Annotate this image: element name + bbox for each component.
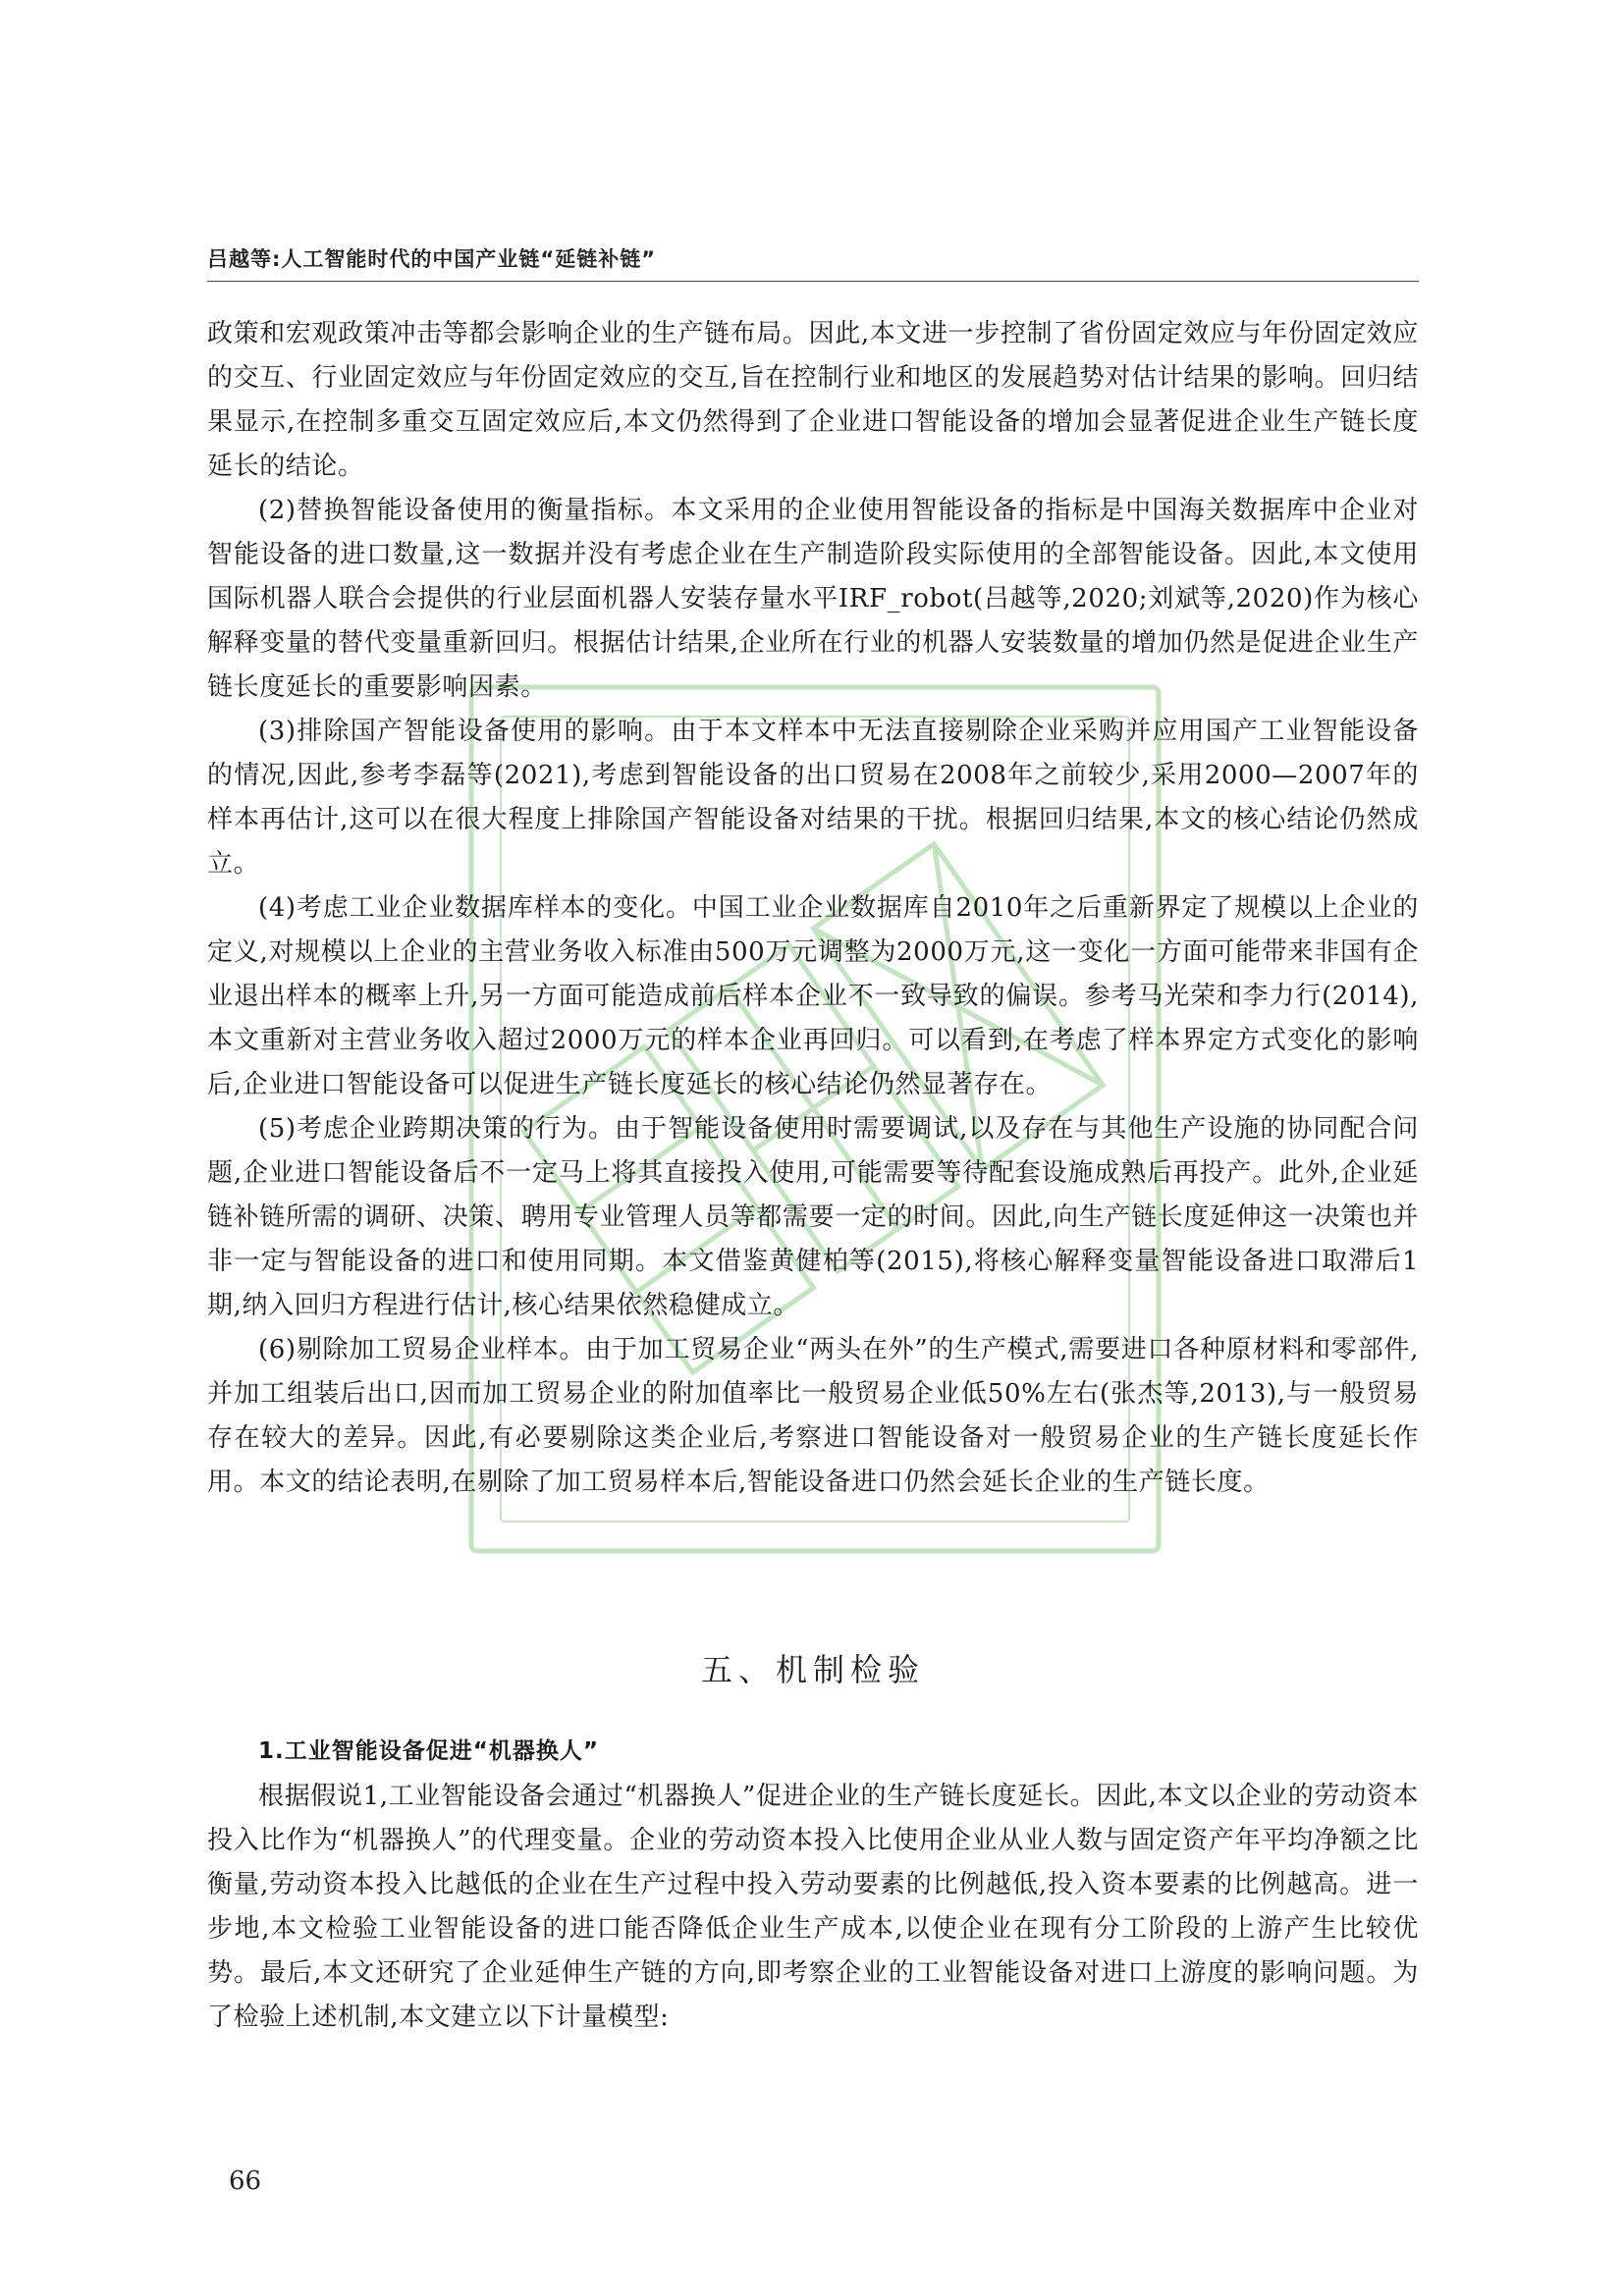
- page-number: 66: [229, 2166, 262, 2196]
- paragraph-robustness-3: (3)排除国产智能设备使用的影响。由于本文样本中无法直接剔除企业采购并应用国产工业智能设备的情况,因此,参考李磊等(2021),考虑到智能设备的出口贸易在2008年之前较少,采用2000—2007年的样本再估计,这可以在很大程度上排除国产智能设备对结果的干扰。根据回归结果,本文的核心结论仍然成立。: [207, 717, 1419, 879]
- section-heading: 五、机制检验: [700, 1651, 925, 1688]
- body-text-top: [207, 312, 1419, 1505]
- paragraph-robustness-2: (2)替换智能设备使用的衡量指标。本文采用的企业使用智能设备的指标是中国海关数据库中企业对智能设备的进口数量,这一数据并没有考虑企业在生产制造阶段实际使用的全部智能设备。因此,本文使用国际机器人联合会提供的行业层面机器人安装存量水平IRF_robot(吕越等,2020;刘斌等,2020)作为核心解释变量的替代变量重新回归。根据估计结果,企业所在行业的机器人安装数量的增加仍然是促进企业生产链长度延长的重要影响因素。: [207, 496, 1419, 702]
- paragraph-continuation: 政策和宏观政策冲击等都会影响企业的生产链布局。因此,本文进一步控制了省份固定效应与年份固定效应的交互、行业固定效应与年份固定效应的交互,旨在控制行业和地区的发展趋势对估计结果的影响。回归结果显示,在控制多重交互固定效应后,本文仍然得到了企业进口智能设备的增加会显著促进企业生产链长度延长的结论。: [207, 319, 1419, 481]
- paragraph-robustness-6: (6)剔除加工贸易企业样本。由于加工贸易企业“两头在外”的生产模式,需要进口各种原材料和零部件,并加工组装后出口,因而加工贸易企业的附加值率比一般贸易企业低50%左右(张杰等,2013),与一般贸易存在较大的差异。因此,有必要剔除这类企业后,考察进口智能设备对一般贸易企业的生产链长度延长作用。本文的结论表明,在剔除了加工贸易样本后,智能设备进口仍然会延长企业的生产链长度。: [207, 1335, 1419, 1497]
- paragraph-robustness-4: (4)考虑工业企业数据库样本的变化。中国工业企业数据库自2010年之后重新界定了规模以上企业的定义,对规模以上企业的主营业务收入标准由500万元调整为2000万元,这一变化一方面可能带来非国有企业退出样本的概率上升,另一方面可能造成前后样本企业不一致导致的偏误。参考马光荣和李力行(2014),本文重新对主营业务收入超过2000万元的样本企业再回归。可以看到,在考虑了样本界定方式变化的影响后,企业进口智能设备可以促进生产链长度延长的核心结论仍然显著存在。: [207, 893, 1419, 1099]
- paragraph-mechanism: 根据假说1,工业智能设备会通过“机器换人”促进企业的生产链长度延长。因此,本文以企业的劳动资本投入比作为“机器换人”的代理变量。企业的劳动资本投入比使用企业从业人数与固定资产年平均净额之比衡量,劳动资本投入比越低的企业在生产过程中投入劳动要素的比例越低,投入资本要素的比例越高。进一步地,本文检验工业智能设备的进口能否降低企业生产成本,以使企业在现有分工阶段的上游产生比较优势。最后,本文还研究了企业延伸生产链的方向,即考察企业的工业智能设备对进口上游度的影响问题。为了检验上述机制,本文建立以下计量模型:: [207, 1782, 1419, 2032]
- header-divider: [207, 281, 1419, 282]
- paragraph-robustness-5: (5)考虑企业跨期决策的行为。由于智能设备使用时需要调试,以及存在与其他生产设施的协同配合问题,企业进口智能设备后不一定马上将其直接投入使用,可能需要等待配套设施成熟后再投产。此外,企业延链补链所需的调研、决策、聘用专业管理人员等都需要一定的时间。因此,向生产链长度延伸这一决策也并非一定与智能设备的进口和使用同期。本文借鉴黄健柏等(2015),将核心解释变量智能设备进口取滞后1期,纳入回归方程进行估计,核心结果依然稳健成立。: [207, 1114, 1419, 1320]
- body-text-bottom: [207, 1775, 1419, 2040]
- running-header: 吕越等:人工智能时代的中国产业链“延链补链”: [207, 247, 656, 271]
- subsection-heading: 1.工业智能设备促进“机器换人”: [258, 1738, 599, 1764]
